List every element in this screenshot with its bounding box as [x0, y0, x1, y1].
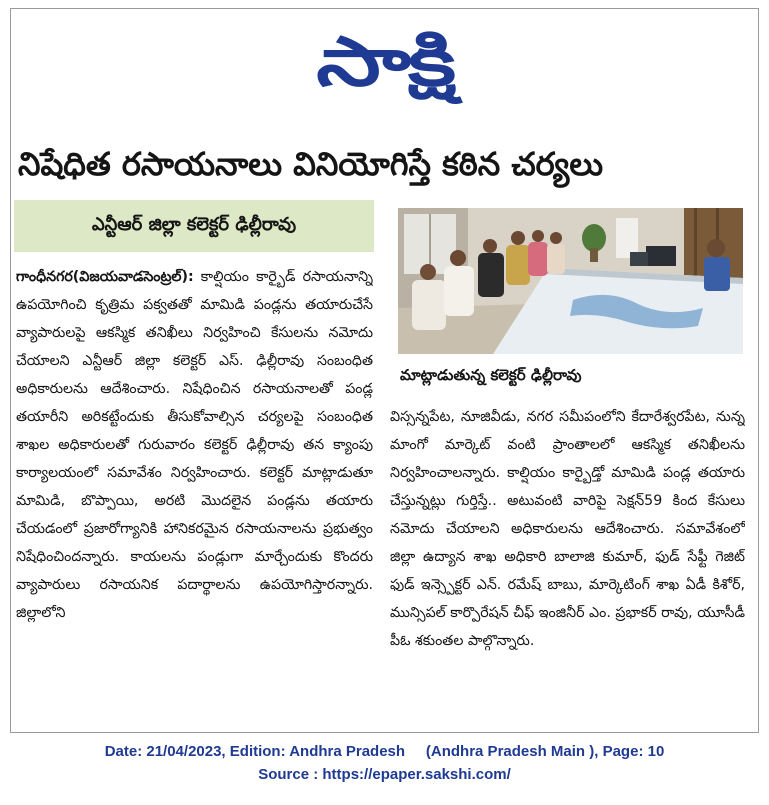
subheadline: ఎన్టీఆర్ జిల్లా కలెక్టర్ ఢిల్లీరావు	[91, 213, 297, 235]
headline: నిషేధిత రసాయనాలు వినియోగిస్తే కఠిన చర్యలు	[18, 145, 604, 183]
article-left-column	[16, 263, 373, 715]
right-column-text: విస్సన్నపేట, నూజివీడు, నగర సమీపంలోని కేదారేశ్వరపేట, నున్న మాంగో మార్కెట్ వంటి ప్రాంతాలలో ఆకస్మిక తనిఖీలను నిర్వహించాలన్నారు. కాల్షియం కార్బైడ్తో మామిడి పండ్ల తయారు చేస్తున్నట్లు గుర్తిస్తే.. అటువంటి వారిపై సెక్షన్59 కింద కేసులు నమోదు చేయాలని అధికారులను ఆదేశించారు. సమావేశంలో జిల్లా ఉద్యాన శాఖ అధికారి బాలాజి కుమార్, ఫుడ్ సేఫ్టీ గెజిట్ ఫుడ్ ఇన్స్పెక్టర్ ఎన్. రమేష్ బాబు, మార్కెటింగ్ శాఖ ఏడీ కిశోర్, మున్సిపల్ కార్పొరేషన్ చీఫ్ ఇంజినీర్ ఎం. ప్రభాకర్ రావు, యూసీడీ పీఓ శకుంతల పాల్గొన్నారు.	[390, 409, 745, 649]
source-link[interactable]: Source : https://epaper.sakshi.com/	[258, 766, 511, 783]
dateline: గాంధీనగర(విజయవాడసెంట్రల్):	[16, 269, 194, 285]
subheadline-box	[14, 200, 374, 252]
meeting-photo	[398, 208, 743, 354]
edition-info: Date: 21/04/2023, Edition: Andhra Pradesh (Andhra Pradesh Main ), Page: 10	[104, 743, 665, 760]
sakshi-logo: సాక్షి	[315, 23, 454, 102]
article-right-column	[390, 403, 745, 711]
photo-caption: మాట్లాడుతున్న కలెక్టర్ ఢిల్లీరావు	[400, 366, 582, 384]
masthead	[11, 21, 758, 105]
left-column-text: కాల్షియం కార్బైడ్ రసాయనాన్ని ఉపయోగించి కృత్రిమ పక్వతతో మామిడి పండ్లను తయారుచేసే వ్యాపారులపై ఆకస్మిక తనిఖీలు నిర్వహించి కేసులను నమోదు చేయాలని ఎన్టీఆర్ జిల్లా కలెక్టర్ ఎస్. ఢిల్లీరావు సంబంధిత అధికారులను ఆదేశించారు. నిషేధించిన రసాయనాలతో పండ్ల తయారీని అరికట్టేందుకు తీసుకోవాల్సిన చర్యలపై సంబంధిత శాఖల అధికారులతో గురువారం కలెక్టర్ ఢిల్లీరావు తన క్యాంపు కార్యాలయంలో సమావేశం నిర్వహించారు. కలెక్టర్ మాట్లాడుతూ మామిడి, బొప్పాయి, అరటి మొదలైన పండ్లను తయారు చేయడంలో ప్రజారోగ్యానికి హానికరమైన రసాయనాలను ప్రభుత్వం నిషేధించిందన్నారు. కాయలను పండ్లుగా మార్చేందుకు కొందరు వ్యాపారులు రసాయనిక పదార్థాలను ఉపయోగిస్తారన్నారు. జిల్లాలోని	[16, 269, 373, 621]
